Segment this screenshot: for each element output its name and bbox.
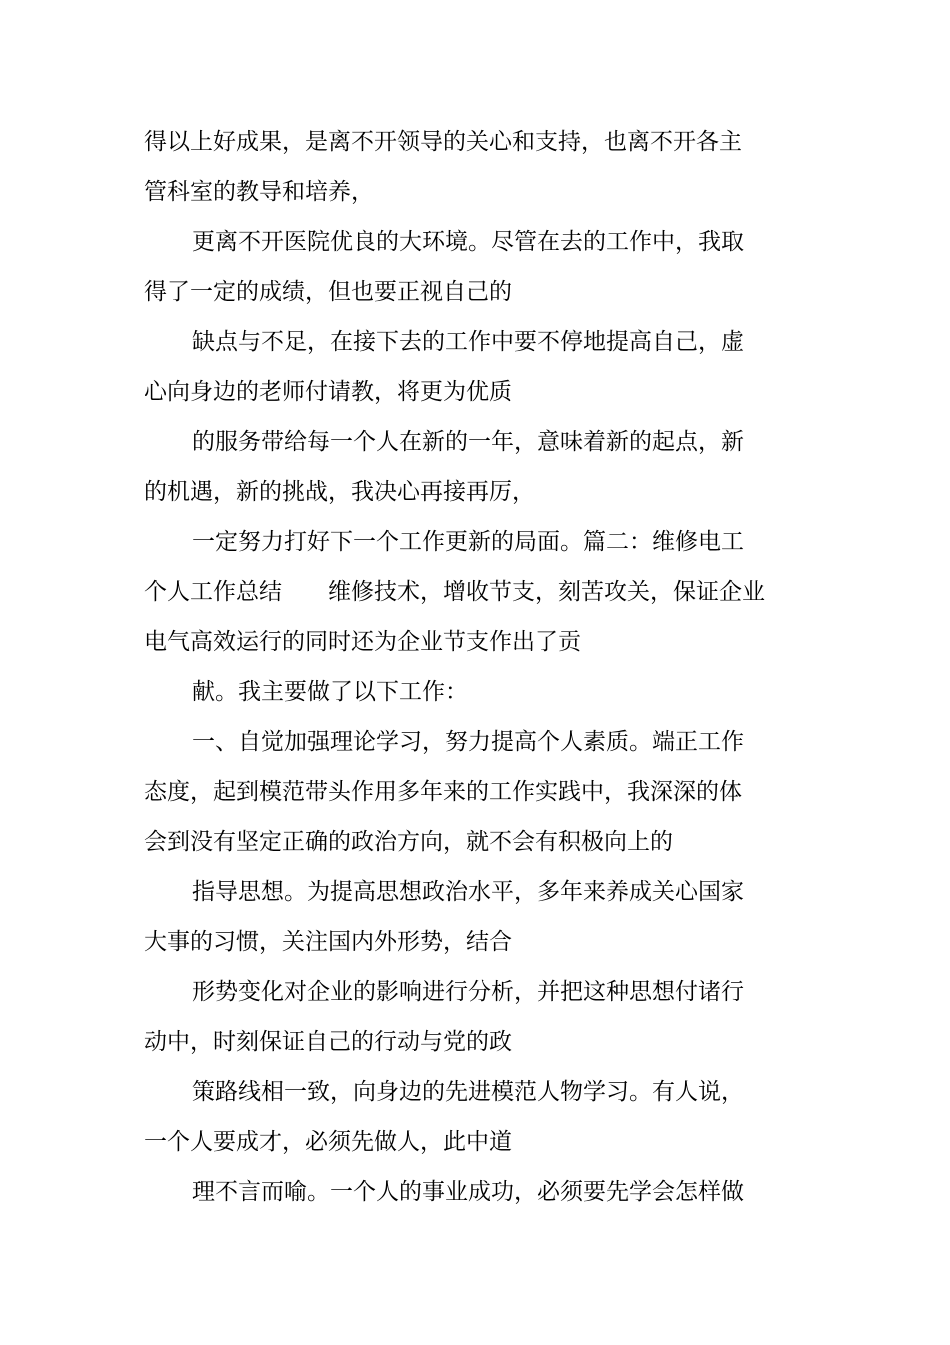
text-line: 心向身边的老师付请教，将更为优质	[144, 379, 512, 405]
text-line: 态度，起到模范带头作用多年来的工作实践中，我深深的体	[144, 779, 742, 805]
text-line: 电气高效运行的同时还为企业节支作出了贡	[144, 629, 581, 655]
text-line: 指导思想。为提高思想政治水平，多年来养成关心国家	[192, 879, 744, 905]
text-line: 理不言而喻。一个人的事业成功，必须要先学会怎样做	[192, 1179, 744, 1205]
text-line: 更离不开医院优良的大环境。尽管在去的工作中，我取	[192, 229, 744, 255]
text-line: 得以上好成果，是离不开领导的关心和支持，也离不开各主	[144, 129, 742, 155]
text-line: 缺点与不足，在接下去的工作中要不停地提高自己，虚	[192, 329, 744, 355]
text-line: 会到没有坚定正确的政治方向，就不会有积极向上的	[144, 829, 673, 855]
text-line: 一定努力打好下一个工作更新的局面。篇二：维修电工	[192, 529, 744, 555]
text-line: 的服务带给每一个人在新的一年，意味着新的起点，新	[192, 429, 744, 455]
text-line: 一个人要成才，必须先做人，此中道	[144, 1129, 512, 1155]
text-line: 动中，时刻保证自己的行动与党的政	[144, 1029, 512, 1055]
text-line: 策路线相一致，向身边的先进模范人物学习。有人说，	[192, 1079, 744, 1105]
text-line: 的机遇，新的挑战，我决心再接再厉，	[144, 479, 535, 505]
document-body	[144, 117, 784, 1217]
text-line: 大事的习惯，关注国内外形势，结合	[144, 929, 512, 955]
text-line: 形势变化对企业的影响进行分析，并把这种思想付诸行	[192, 979, 744, 1005]
text-line: 一、自觉加强理论学习，努力提高个人素质。端正工作	[192, 729, 744, 755]
text-line: 得了一定的成绩，但也要正视自己的	[144, 279, 512, 305]
text-line: 献。我主要做了以下工作：	[192, 679, 468, 705]
text-line: 管科室的教导和培养，	[144, 179, 374, 205]
text-line: 个人工作总结 维修技术，增收节支，刻苦攻关，保证企业	[144, 579, 765, 605]
